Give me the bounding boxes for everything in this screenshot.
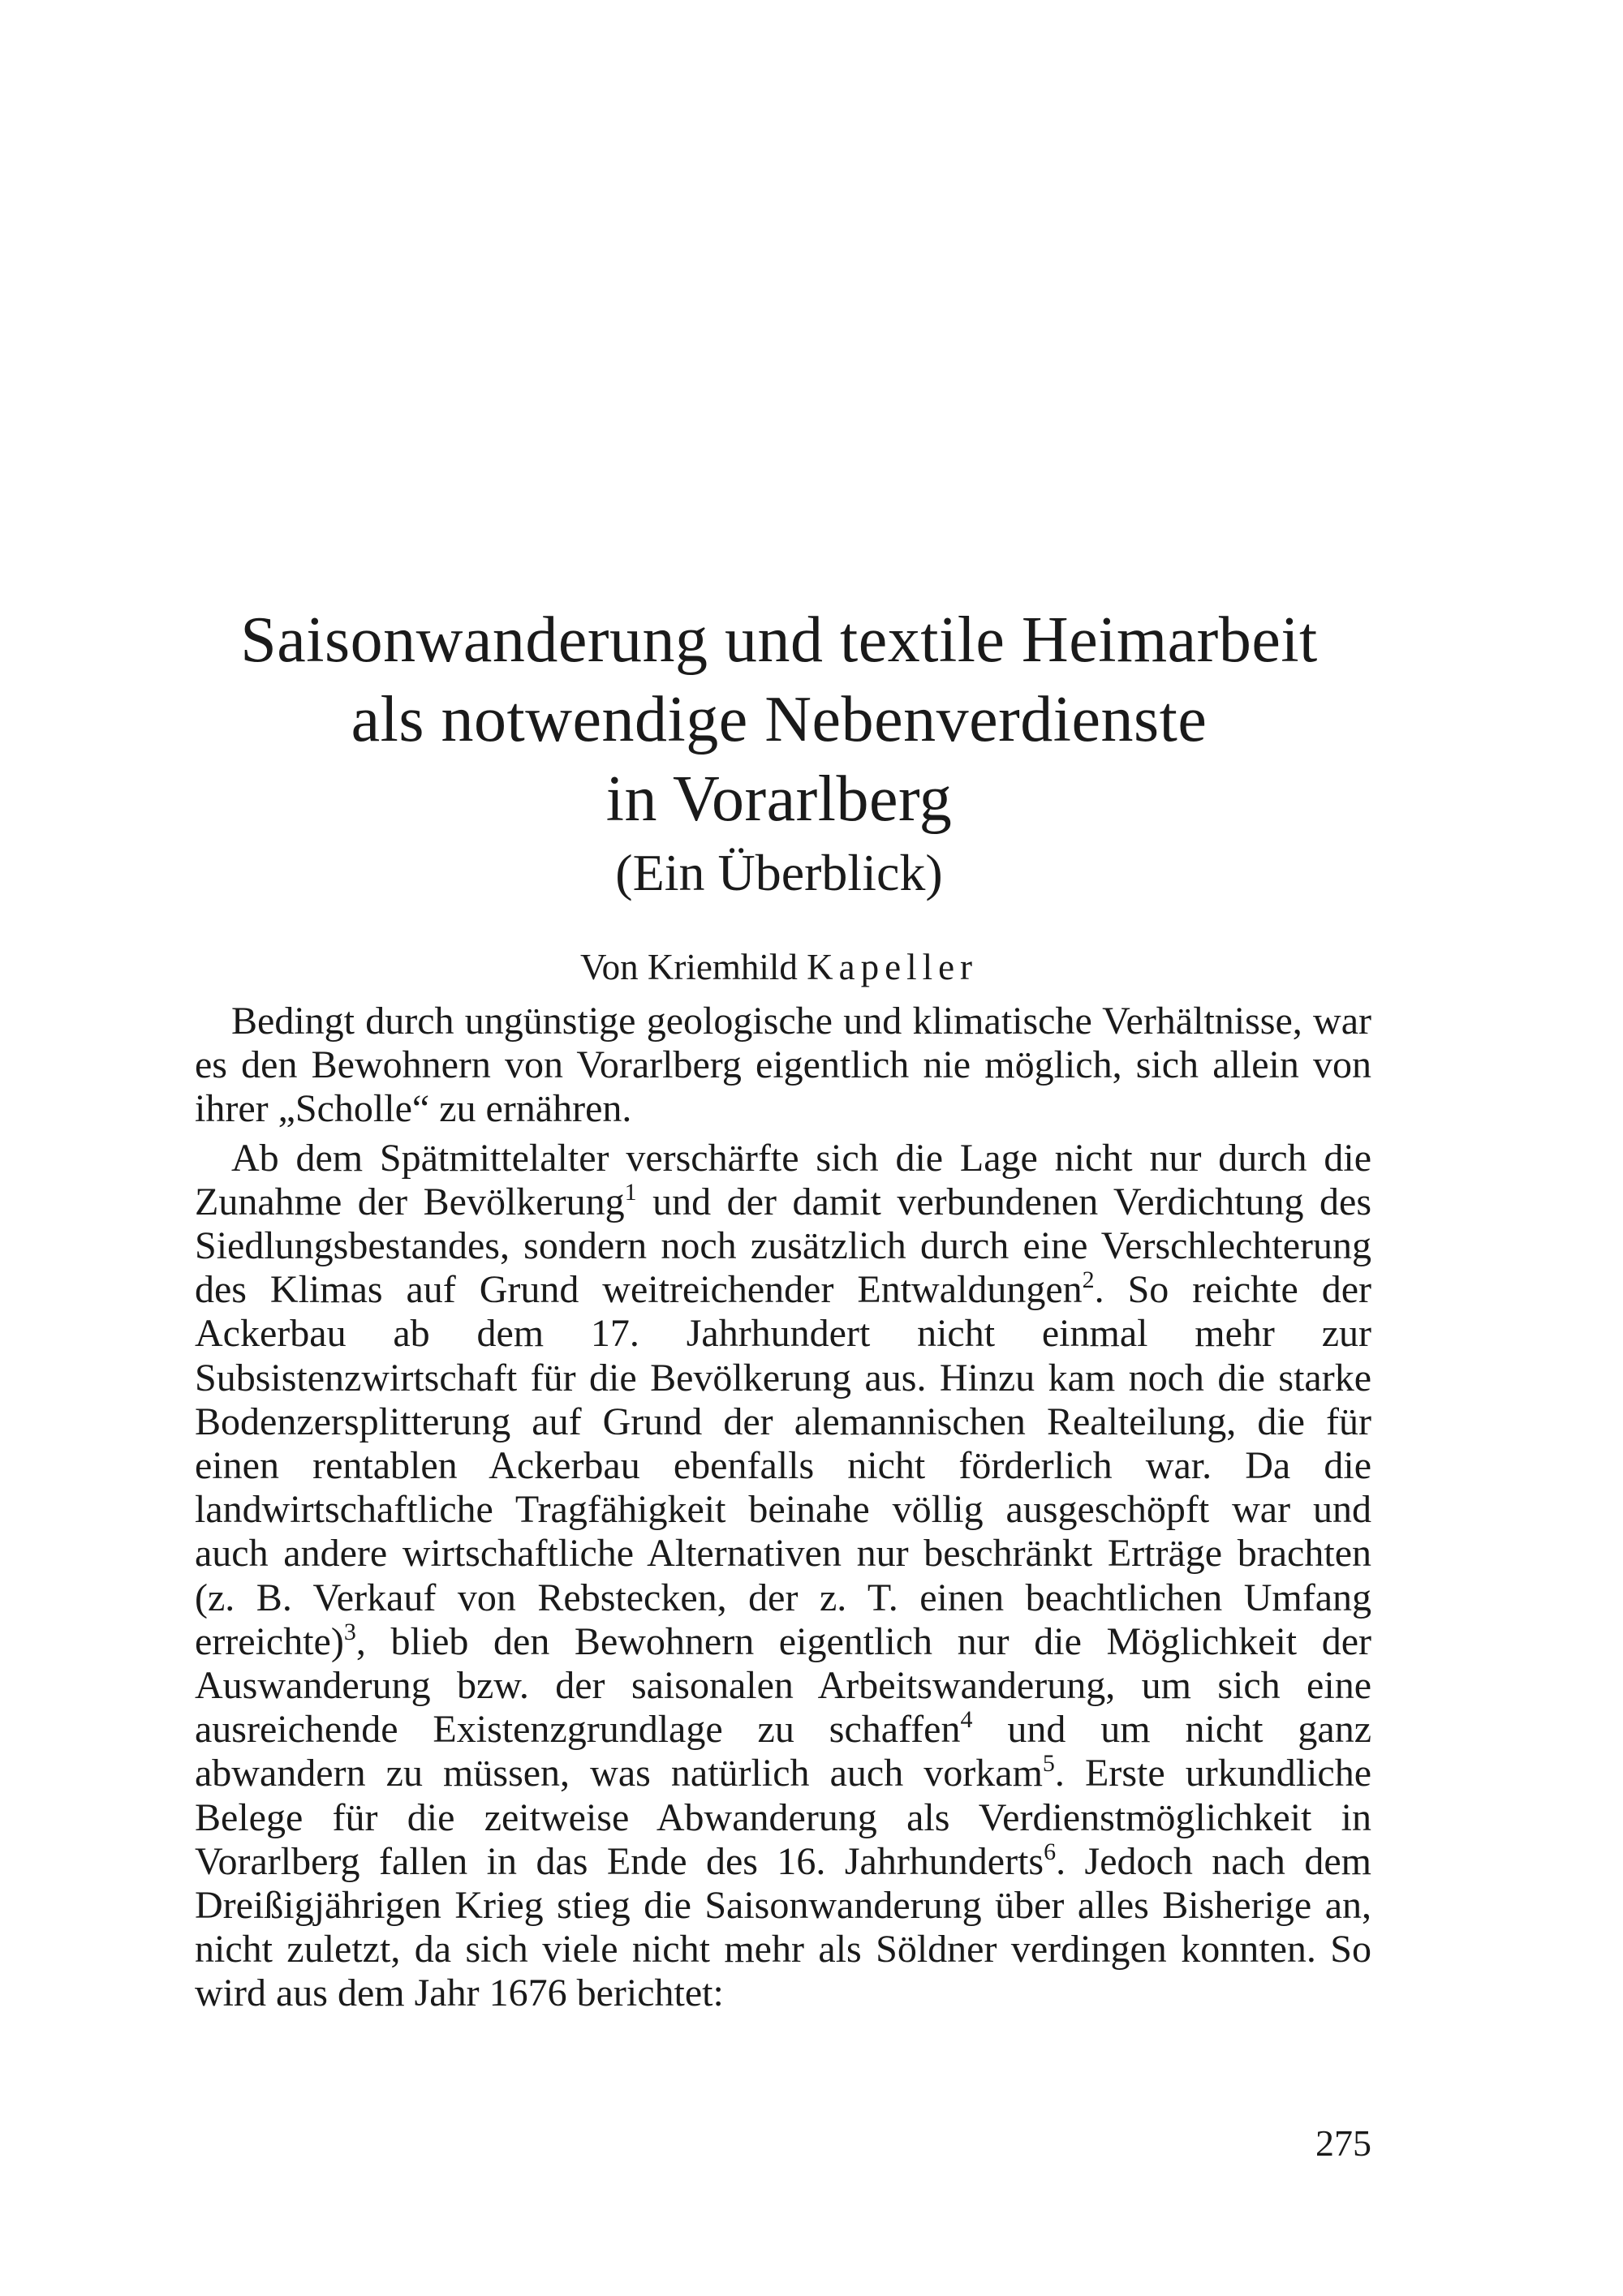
paragraph-2-text-2: und der damit verbundenen Verdichtung des Siedlungsbestandes, sondern noch zusätzlich durch eine Verschlechterung des Klimas auf Grund weitreichender Entwaldungen: [195, 1180, 1372, 1312]
footnote-ref-3: 3: [343, 1618, 356, 1645]
author-byline: [162, 944, 1396, 990]
page-number: 275: [1315, 2122, 1371, 2164]
paragraph-2-text-3: . So reichte der Ackerbau ab dem 17. Jahrhundert nicht einmal mehr zur Subsistenzwirtschaft für die Bevölkerung aus. Hinzu kam noch die starke Bodenzersplitterung auf Grund der alemannischen Realteilung, die für einen rentablen Ackerbau ebenfalls nicht förderlich war. Da die landwirtschaftliche Tragfähigkeit beinahe völlig ausgeschöpft war und auch andere wirtschaftliche Alternativen nur beschränkt Erträge brachten (z. B. Verkauf von Rebstecken, der z. T. einen beachtlichen Umfang erreichte): [195, 1268, 1371, 1663]
paragraph-2-text-4: , blieb den Bewohnern eigentlich nur die Möglichkeit der Auswanderung bzw. der saisonalen Arbeitswanderung, um sich eine ausreichende Existenzgrundlage zu schaffen: [195, 1619, 1371, 1752]
paragraph-2-text-1: Ab dem Spätmittelalter verschärfte sich die Lage nicht nur durch die Zunahme der Bevölkerung: [195, 1136, 1371, 1223]
paragraph-2-text-5: und um nicht ganz abwandern zu müssen, was natürlich auch vorkam: [195, 1708, 1371, 1795]
body-paragraph-2: [195, 1137, 1371, 2016]
footnote-ref-1: 1: [624, 1178, 637, 1206]
footnote-ref-6: 6: [1044, 1838, 1057, 1865]
footnote-ref-2: 2: [1082, 1266, 1095, 1294]
footnote-ref-5: 5: [1042, 1750, 1055, 1778]
article-subtitle: (Ein Überblick): [615, 844, 943, 901]
article-title-line-3: in Vorarlberg: [605, 763, 953, 835]
article-heading: [162, 600, 1396, 990]
author-prefix: Von Kriemhild: [579, 947, 798, 987]
paragraph-2-text-6: . Erste urkundliche Belege für die zeitweise Abwanderung als Verdienstmöglichkeit in Vorarlberg fallen in das Ende des 16. Jahrhunderts: [195, 1752, 1371, 1883]
article-body: [195, 1000, 1371, 2016]
article-title-line-2: als notwendige Nebenverdienste: [351, 684, 1208, 755]
author-surname: Kapeller: [807, 947, 979, 987]
body-paragraph-1: Bedingt durch ungünstige geologische und klimatische Verhältnisse, war es den Bewohnern von Vorarlberg eigentlich nie möglich, sich allein von ihrer „Scholle“ zu ernähren.: [195, 1000, 1371, 1131]
footnote-ref-4: 4: [960, 1706, 973, 1734]
article-title-line-1: Saisonwanderung und textile Heimarbeit: [240, 604, 1318, 676]
paragraph-2-text-7: . Jedoch nach dem Dreißigjährigen Krieg stieg die Saisonwanderung über alles Bisherige an, nicht zuletzt, da sich viele nicht mehr als Söldner verdingen konnten. So wird aus dem Jahr 1676 berichtet:: [195, 1839, 1371, 2015]
